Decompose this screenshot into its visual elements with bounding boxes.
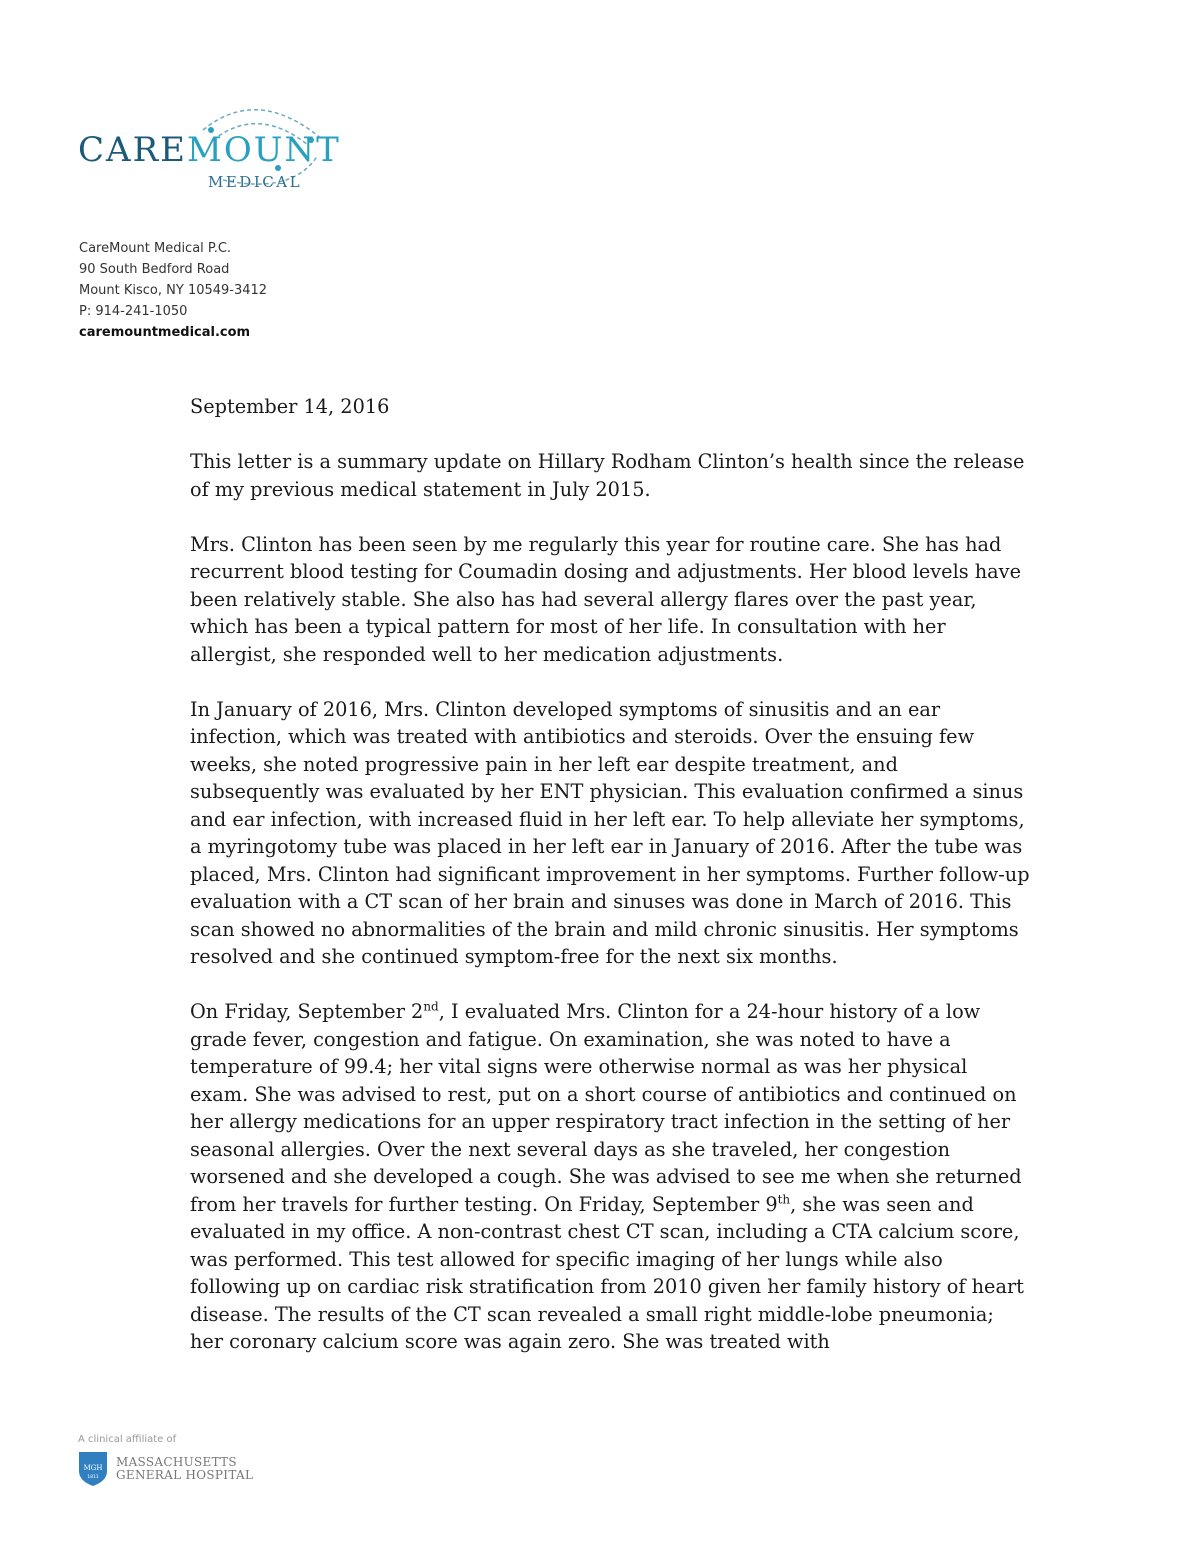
affiliate-label: A clinical affiliate of xyxy=(78,1434,177,1445)
phone-number: P: 914-241-1050 xyxy=(79,304,188,319)
svg-text:MGH: MGH xyxy=(83,1464,103,1472)
website-link[interactable]: caremountmedical.com xyxy=(79,325,251,340)
city-state-zip: Mount Kisco, NY 10549-3412 xyxy=(79,283,268,298)
logo-word-care: CARE xyxy=(78,130,187,170)
logo-subtitle: MEDICAL xyxy=(208,173,303,191)
hospital-name: MASSACHUSETTS GENERAL HOSPITAL xyxy=(116,1455,254,1482)
letter-body xyxy=(190,393,1030,1383)
logo-wordmark xyxy=(78,130,341,170)
paragraph-routine-care: Mrs. Clinton has been seen by me regularly this year for routine care. She has had recurrent blood testing for Coumadin dosing and adjustments. Her blood levels have been relatively stable. She also has had several allergy flares over the past year, which has been a typical pattern for most of her life. In consultation with her allergist, she responded well to her medication adjustments. xyxy=(190,532,1021,666)
logo-word-mount: MOUNT xyxy=(187,130,341,170)
paragraph-pneumonia: On Friday, September 2nd, I evaluated Mrs. Clinton for a 24-hour history of a low grade fever, congestion and fatigue. On examination, she was noted to have a temperature of 99.4; her vital signs were otherwise normal as was her physical exam. She was advised to rest, put on a short course of antibiotics and continued on her allergy medications for an upper respiratory tract infection in the setting of her seasonal allergies. Over the next several days as she traveled, her congestion worsened and she developed a cough. She was advised to see me when she returned from her travels for further testing. On Friday, September 9th, she was seen and evaluated in my office. A non-contrast chest CT scan, including a CTA calcium score, was performed. This test allowed for specific imaging of her lungs while also following up on cardiac risk stratification from 2010 given her family history of heart disease. The results of the CT scan revealed a small right middle-lobe pneumonia; her coronary calcium score was again zero. She was treated with xyxy=(190,999,1024,1353)
caremount-logo xyxy=(78,100,341,200)
affiliate-footer xyxy=(78,1434,253,1487)
mgh-shield-icon xyxy=(78,1451,108,1487)
street-address: 90 South Bedford Road xyxy=(79,262,230,277)
paragraph-sinusitis: In January of 2016, Mrs. Clinton developed symptoms of sinusitis and an ear infection, which was treated with antibiotics and steroids. Over the ensuing few weeks, she noted progressive pain in her left ear despite treatment, and subsequently was evaluated by her ENT physician. This evaluation confirmed a sinus and ear infection, with increased fluid in her left ear. To help alleviate her symptoms, a myringotomy tube was placed in her left ear in January of 2016. After the tube was placed, Mrs. Clinton had significant improvement in her symptoms. Further follow-up evaluation with a CT scan of her brain and sinuses was done in March of 2016. This scan showed no abnormalities of the brain and mild chronic sinusitis. Her symptoms resolved and she continued symptom-free for the next six months. xyxy=(190,697,1030,968)
letterhead-address xyxy=(79,238,267,343)
org-name: CareMount Medical P.C. xyxy=(79,241,232,256)
paragraph-intro: This letter is a summary update on Hillary Rodham Clinton’s health since the release of my previous medical statement in July 2015. xyxy=(190,450,1025,501)
letter-date: September 14, 2016 xyxy=(190,395,390,418)
svg-text:1811: 1811 xyxy=(87,1475,99,1480)
